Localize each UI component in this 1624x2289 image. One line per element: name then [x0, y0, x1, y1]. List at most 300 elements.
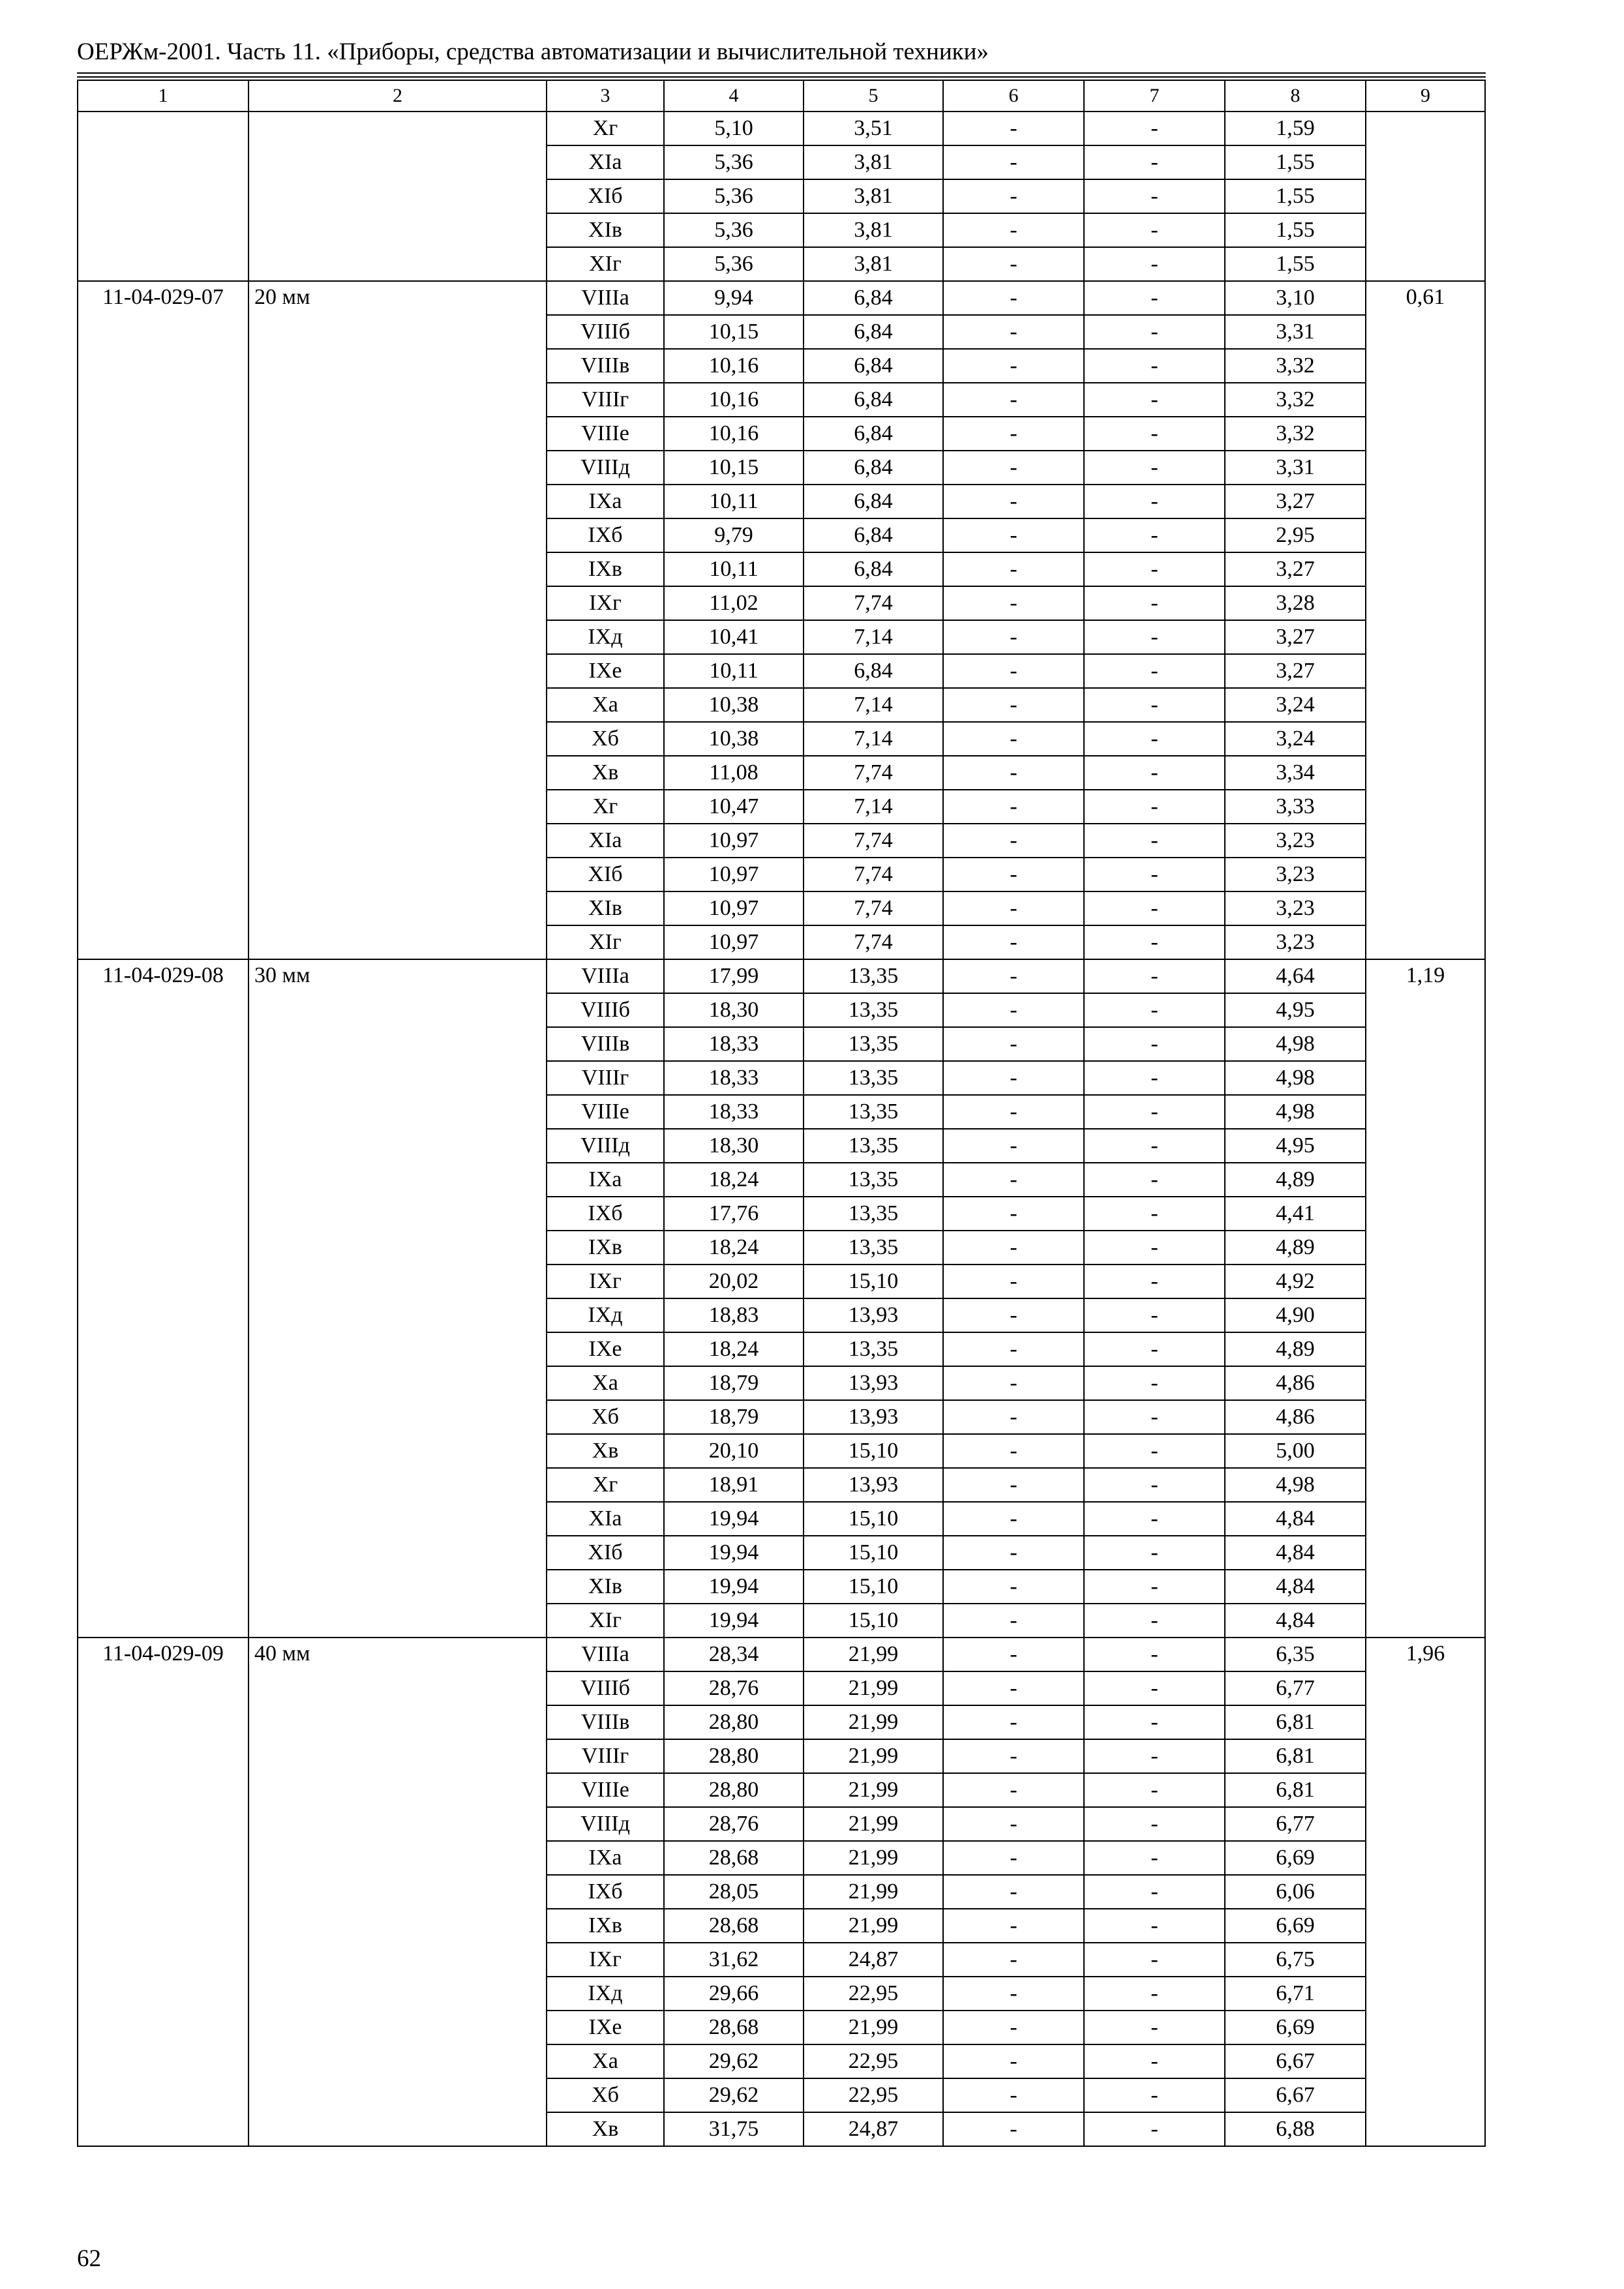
materials-cost-cell: 4,95 — [1225, 993, 1366, 1027]
materials-cost-cell: 4,64 — [1225, 959, 1366, 993]
wages-cell: 21,99 — [804, 1671, 943, 1705]
machine-cost-cell: - — [943, 925, 1084, 959]
wages-cell: 7,74 — [804, 891, 943, 925]
machinist-wages-cell: - — [1084, 620, 1225, 654]
wages-cell: 13,93 — [804, 1298, 943, 1332]
machine-cost-cell: - — [943, 1807, 1084, 1841]
materials-cost-cell: 3,31 — [1225, 451, 1366, 485]
machine-cost-cell: - — [943, 1027, 1084, 1061]
total-cost-cell: 31,62 — [664, 1943, 804, 1977]
region-class-cell: IХг — [547, 586, 664, 620]
total-cost-cell: 28,80 — [664, 1705, 804, 1739]
machinist-wages-cell: - — [1084, 518, 1225, 552]
wages-cell: 3,81 — [804, 145, 943, 179]
wages-cell: 7,74 — [804, 925, 943, 959]
machine-cost-cell: - — [943, 247, 1084, 281]
wages-cell: 13,93 — [804, 1366, 943, 1400]
wages-cell: 22,95 — [804, 2078, 943, 2112]
page-number: 62 — [77, 2245, 101, 2272]
rate-code: 11-04-029-07 — [78, 281, 248, 959]
machine-cost-cell: - — [943, 1231, 1084, 1264]
machine-cost-cell: - — [943, 315, 1084, 349]
machine-cost-cell: - — [943, 891, 1084, 925]
machinist-wages-cell: - — [1084, 1536, 1225, 1570]
materials-cost-cell: 4,90 — [1225, 1298, 1366, 1332]
region-class-cell: Хб — [547, 1400, 664, 1434]
materials-cost-cell: 4,84 — [1225, 1570, 1366, 1604]
machine-cost-cell: - — [943, 1129, 1084, 1163]
wages-cell: 13,35 — [804, 1027, 943, 1061]
region-class-cell: IХв — [547, 552, 664, 586]
table-row — [78, 959, 1485, 993]
wages-cell: 6,84 — [804, 281, 943, 315]
wages-cell: 6,84 — [804, 315, 943, 349]
machinist-wages-cell: - — [1084, 1095, 1225, 1129]
wages-cell: 7,14 — [804, 790, 943, 824]
wages-cell: 13,35 — [804, 1332, 943, 1366]
total-cost-cell: 28,80 — [664, 1739, 804, 1773]
machinist-wages-cell: - — [1084, 1298, 1225, 1332]
machinist-wages-cell: - — [1084, 1977, 1225, 2011]
region-class-cell: Хг — [547, 1468, 664, 1502]
machinist-wages-cell: - — [1084, 586, 1225, 620]
machinist-wages-cell: - — [1084, 1773, 1225, 1807]
labor-cost: 1,19 — [1366, 959, 1485, 1638]
machine-cost-cell: - — [943, 1434, 1084, 1468]
total-cost-cell: 10,41 — [664, 620, 804, 654]
machine-cost-cell: - — [943, 383, 1084, 417]
wages-cell: 15,10 — [804, 1264, 943, 1298]
machine-cost-cell: - — [943, 552, 1084, 586]
total-cost-cell: 19,94 — [664, 1604, 804, 1638]
machine-cost-cell: - — [943, 858, 1084, 891]
region-class-cell: Хб — [547, 2078, 664, 2112]
machinist-wages-cell: - — [1084, 1638, 1225, 1671]
machine-cost-cell: - — [943, 179, 1084, 213]
materials-cost-cell: 4,95 — [1225, 1129, 1366, 1163]
machinist-wages-cell: - — [1084, 2044, 1225, 2078]
rate-code — [78, 112, 248, 281]
total-cost-cell: 28,68 — [664, 2011, 804, 2044]
total-cost-cell: 29,62 — [664, 2078, 804, 2112]
materials-cost-cell: 4,89 — [1225, 1332, 1366, 1366]
wages-cell: 3,51 — [804, 112, 943, 145]
rate-code: 11-04-029-08 — [78, 959, 248, 1638]
total-cost-cell: 28,80 — [664, 1773, 804, 1807]
machine-cost-cell: - — [943, 1298, 1084, 1332]
machinist-wages-cell: - — [1084, 213, 1225, 247]
region-class-cell: ХIг — [547, 247, 664, 281]
materials-cost-cell: 5,00 — [1225, 1434, 1366, 1468]
machine-cost-cell: - — [943, 213, 1084, 247]
machine-cost-cell: - — [943, 349, 1084, 383]
total-cost-cell: 17,76 — [664, 1197, 804, 1231]
wages-cell: 21,99 — [804, 1739, 943, 1773]
machinist-wages-cell: - — [1084, 552, 1225, 586]
region-class-cell: VIIIв — [547, 349, 664, 383]
machine-cost-cell: - — [943, 620, 1084, 654]
total-cost-cell: 10,97 — [664, 891, 804, 925]
materials-cost-cell: 2,95 — [1225, 518, 1366, 552]
region-class-cell: Хг — [547, 112, 664, 145]
total-cost-cell: 10,47 — [664, 790, 804, 824]
total-cost-cell: 20,10 — [664, 1434, 804, 1468]
labor-cost: 1,96 — [1366, 1638, 1485, 2146]
region-class-cell: IХе — [547, 654, 664, 688]
total-cost-cell: 9,79 — [664, 518, 804, 552]
region-class-cell: IХд — [547, 1977, 664, 2011]
wages-cell: 6,84 — [804, 417, 943, 451]
total-cost-cell: 5,36 — [664, 145, 804, 179]
rates-table — [77, 80, 1486, 2147]
total-cost-cell: 18,33 — [664, 1061, 804, 1095]
wages-cell: 21,99 — [804, 1909, 943, 1943]
region-class-cell: VIIIд — [547, 1807, 664, 1841]
region-class-cell: ХIв — [547, 891, 664, 925]
machine-cost-cell: - — [943, 2044, 1084, 2078]
region-class-cell: Хв — [547, 756, 664, 790]
region-class-cell: Хг — [547, 790, 664, 824]
column-number: 2 — [248, 80, 547, 112]
materials-cost-cell: 3,34 — [1225, 756, 1366, 790]
machine-cost-cell: - — [943, 1095, 1084, 1129]
machine-cost-cell: - — [943, 451, 1084, 485]
machine-cost-cell: - — [943, 1163, 1084, 1197]
region-class-cell: IХа — [547, 485, 664, 518]
column-number: 5 — [804, 80, 943, 112]
region-class-cell: VIIIб — [547, 1671, 664, 1705]
table-row — [78, 112, 1485, 145]
wages-cell: 6,84 — [804, 654, 943, 688]
region-class-cell: IХа — [547, 1841, 664, 1875]
wages-cell: 13,35 — [804, 1231, 943, 1264]
document-title: ОЕРЖм-2001. Часть 11. «Приборы, средства автоматизации и вычислительной техники» — [77, 38, 989, 65]
machine-cost-cell: - — [943, 417, 1084, 451]
machine-cost-cell: - — [943, 824, 1084, 858]
materials-cost-cell: 1,59 — [1225, 112, 1366, 145]
machine-cost-cell: - — [943, 1841, 1084, 1875]
machinist-wages-cell: - — [1084, 824, 1225, 858]
region-class-cell: ХIб — [547, 179, 664, 213]
machinist-wages-cell: - — [1084, 383, 1225, 417]
wages-cell: 15,10 — [804, 1434, 943, 1468]
wages-cell: 6,84 — [804, 518, 943, 552]
machinist-wages-cell: - — [1084, 179, 1225, 213]
machinist-wages-cell: - — [1084, 349, 1225, 383]
total-cost-cell: 28,68 — [664, 1841, 804, 1875]
materials-cost-cell: 4,41 — [1225, 1197, 1366, 1231]
rate-name: 40 мм — [248, 1638, 547, 2146]
machinist-wages-cell: - — [1084, 1841, 1225, 1875]
wages-cell: 15,10 — [804, 1604, 943, 1638]
wages-cell: 21,99 — [804, 1638, 943, 1671]
wages-cell: 13,35 — [804, 1095, 943, 1129]
materials-cost-cell: 3,24 — [1225, 722, 1366, 756]
machine-cost-cell: - — [943, 2011, 1084, 2044]
materials-cost-cell: 3,23 — [1225, 925, 1366, 959]
materials-cost-cell: 3,24 — [1225, 688, 1366, 722]
labor-cost — [1366, 112, 1485, 281]
machinist-wages-cell: - — [1084, 1366, 1225, 1400]
wages-cell: 13,93 — [804, 1468, 943, 1502]
wages-cell: 13,35 — [804, 1061, 943, 1095]
wages-cell: 6,84 — [804, 552, 943, 586]
total-cost-cell: 10,11 — [664, 485, 804, 518]
machinist-wages-cell: - — [1084, 315, 1225, 349]
total-cost-cell: 10,38 — [664, 722, 804, 756]
region-class-cell: VIIIе — [547, 417, 664, 451]
materials-cost-cell: 6,35 — [1225, 1638, 1366, 1671]
machine-cost-cell: - — [943, 1909, 1084, 1943]
total-cost-cell: 10,97 — [664, 824, 804, 858]
materials-cost-cell: 4,89 — [1225, 1163, 1366, 1197]
materials-cost-cell: 4,98 — [1225, 1095, 1366, 1129]
materials-cost-cell: 6,75 — [1225, 1943, 1366, 1977]
machinist-wages-cell: - — [1084, 2011, 1225, 2044]
wages-cell: 24,87 — [804, 1943, 943, 1977]
machinist-wages-cell: - — [1084, 1570, 1225, 1604]
rate-code: 11-04-029-09 — [78, 1638, 248, 2146]
wages-cell: 21,99 — [804, 1807, 943, 1841]
materials-cost-cell: 4,98 — [1225, 1468, 1366, 1502]
total-cost-cell: 28,76 — [664, 1807, 804, 1841]
materials-cost-cell: 4,84 — [1225, 1604, 1366, 1638]
materials-cost-cell: 4,98 — [1225, 1027, 1366, 1061]
region-class-cell: VIIIв — [547, 1027, 664, 1061]
region-class-cell: VIIIе — [547, 1773, 664, 1807]
machine-cost-cell: - — [943, 1773, 1084, 1807]
wages-cell: 3,81 — [804, 213, 943, 247]
machinist-wages-cell: - — [1084, 1434, 1225, 1468]
machinist-wages-cell: - — [1084, 858, 1225, 891]
materials-cost-cell: 1,55 — [1225, 247, 1366, 281]
wages-cell: 3,81 — [804, 179, 943, 213]
machine-cost-cell: - — [943, 1671, 1084, 1705]
machine-cost-cell: - — [943, 1366, 1084, 1400]
total-cost-cell: 11,02 — [664, 586, 804, 620]
region-class-cell: ХIг — [547, 1604, 664, 1638]
machinist-wages-cell: - — [1084, 1502, 1225, 1536]
total-cost-cell: 10,11 — [664, 654, 804, 688]
wages-cell: 24,87 — [804, 2112, 943, 2146]
materials-cost-cell: 6,71 — [1225, 1977, 1366, 2011]
wages-cell: 21,99 — [804, 1705, 943, 1739]
wages-cell: 6,84 — [804, 349, 943, 383]
region-class-cell: VIIIд — [547, 1129, 664, 1163]
machine-cost-cell: - — [943, 1536, 1084, 1570]
column-number: 8 — [1225, 80, 1366, 112]
materials-cost-cell: 3,27 — [1225, 552, 1366, 586]
total-cost-cell: 10,97 — [664, 858, 804, 891]
total-cost-cell: 18,79 — [664, 1400, 804, 1434]
total-cost-cell: 5,36 — [664, 179, 804, 213]
wages-cell: 21,99 — [804, 1773, 943, 1807]
region-class-cell: ХIв — [547, 213, 664, 247]
materials-cost-cell: 3,27 — [1225, 620, 1366, 654]
machinist-wages-cell: - — [1084, 959, 1225, 993]
region-class-cell: VIIIа — [547, 1638, 664, 1671]
total-cost-cell: 20,02 — [664, 1264, 804, 1298]
machinist-wages-cell: - — [1084, 993, 1225, 1027]
machine-cost-cell: - — [943, 959, 1084, 993]
machinist-wages-cell: - — [1084, 1400, 1225, 1434]
materials-cost-cell: 1,55 — [1225, 213, 1366, 247]
machinist-wages-cell: - — [1084, 1231, 1225, 1264]
machinist-wages-cell: - — [1084, 451, 1225, 485]
column-number-row — [78, 80, 1485, 112]
materials-cost-cell: 6,69 — [1225, 2011, 1366, 2044]
materials-cost-cell: 6,81 — [1225, 1739, 1366, 1773]
materials-cost-cell: 3,10 — [1225, 281, 1366, 315]
machinist-wages-cell: - — [1084, 2078, 1225, 2112]
region-class-cell: IХб — [547, 1875, 664, 1909]
table-row — [78, 281, 1485, 315]
materials-cost-cell: 4,86 — [1225, 1366, 1366, 1400]
machine-cost-cell: - — [943, 586, 1084, 620]
machinist-wages-cell: - — [1084, 1604, 1225, 1638]
wages-cell: 7,74 — [804, 858, 943, 891]
machine-cost-cell: - — [943, 790, 1084, 824]
region-class-cell: ХIб — [547, 1536, 664, 1570]
wages-cell: 21,99 — [804, 2011, 943, 2044]
region-class-cell: ХIб — [547, 858, 664, 891]
total-cost-cell: 29,62 — [664, 2044, 804, 2078]
region-class-cell: IХа — [547, 1163, 664, 1197]
machine-cost-cell: - — [943, 1875, 1084, 1909]
machinist-wages-cell: - — [1084, 1671, 1225, 1705]
machine-cost-cell: - — [943, 485, 1084, 518]
materials-cost-cell: 4,98 — [1225, 1061, 1366, 1095]
machinist-wages-cell: - — [1084, 688, 1225, 722]
total-cost-cell: 10,15 — [664, 451, 804, 485]
total-cost-cell: 19,94 — [664, 1570, 804, 1604]
total-cost-cell: 18,24 — [664, 1231, 804, 1264]
total-cost-cell: 10,38 — [664, 688, 804, 722]
machine-cost-cell: - — [943, 281, 1084, 315]
wages-cell: 7,14 — [804, 722, 943, 756]
wages-cell: 7,74 — [804, 586, 943, 620]
rate-name: 30 мм — [248, 959, 547, 1638]
machine-cost-cell: - — [943, 1332, 1084, 1366]
region-class-cell: ХIг — [547, 925, 664, 959]
wages-cell: 15,10 — [804, 1502, 943, 1536]
materials-cost-cell: 3,32 — [1225, 383, 1366, 417]
machine-cost-cell: - — [943, 1502, 1084, 1536]
total-cost-cell: 28,05 — [664, 1875, 804, 1909]
wages-cell: 13,35 — [804, 1197, 943, 1231]
total-cost-cell: 10,11 — [664, 552, 804, 586]
header-rule-top — [77, 72, 1486, 74]
region-class-cell: VIIIв — [547, 1705, 664, 1739]
wages-cell: 13,35 — [804, 1163, 943, 1197]
total-cost-cell: 10,16 — [664, 349, 804, 383]
machinist-wages-cell: - — [1084, 1197, 1225, 1231]
wages-cell: 7,74 — [804, 756, 943, 790]
total-cost-cell: 17,99 — [664, 959, 804, 993]
materials-cost-cell: 3,23 — [1225, 891, 1366, 925]
machinist-wages-cell: - — [1084, 2112, 1225, 2146]
total-cost-cell: 31,75 — [664, 2112, 804, 2146]
total-cost-cell: 11,08 — [664, 756, 804, 790]
machinist-wages-cell: - — [1084, 1163, 1225, 1197]
region-class-cell: IХг — [547, 1943, 664, 1977]
column-number: 7 — [1084, 80, 1225, 112]
wages-cell: 15,10 — [804, 1536, 943, 1570]
region-class-cell: VIIIе — [547, 1095, 664, 1129]
materials-cost-cell: 4,84 — [1225, 1536, 1366, 1570]
wages-cell: 21,99 — [804, 1875, 943, 1909]
machinist-wages-cell: - — [1084, 112, 1225, 145]
rate-name: 20 мм — [248, 281, 547, 959]
region-class-cell: IХб — [547, 1197, 664, 1231]
materials-cost-cell: 3,28 — [1225, 586, 1366, 620]
materials-cost-cell: 4,89 — [1225, 1231, 1366, 1264]
table-body — [78, 112, 1485, 2146]
total-cost-cell: 28,34 — [664, 1638, 804, 1671]
materials-cost-cell: 3,32 — [1225, 417, 1366, 451]
wages-cell: 6,84 — [804, 451, 943, 485]
wages-cell: 7,14 — [804, 620, 943, 654]
machine-cost-cell: - — [943, 688, 1084, 722]
machinist-wages-cell: - — [1084, 417, 1225, 451]
materials-cost-cell: 3,32 — [1225, 349, 1366, 383]
wages-cell: 13,35 — [804, 959, 943, 993]
machine-cost-cell: - — [943, 1264, 1084, 1298]
wages-cell: 6,84 — [804, 383, 943, 417]
machine-cost-cell: - — [943, 1197, 1084, 1231]
region-class-cell: VIIIб — [547, 993, 664, 1027]
machinist-wages-cell: - — [1084, 247, 1225, 281]
table-row — [78, 1638, 1485, 1671]
machinist-wages-cell: - — [1084, 756, 1225, 790]
column-number: 9 — [1366, 80, 1485, 112]
labor-cost: 0,61 — [1366, 281, 1485, 959]
total-cost-cell: 10,16 — [664, 383, 804, 417]
region-class-cell: IХв — [547, 1231, 664, 1264]
machine-cost-cell: - — [943, 756, 1084, 790]
region-class-cell: IХе — [547, 1332, 664, 1366]
machinist-wages-cell: - — [1084, 1027, 1225, 1061]
total-cost-cell: 19,94 — [664, 1502, 804, 1536]
region-class-cell: Ха — [547, 2044, 664, 2078]
machine-cost-cell: - — [943, 112, 1084, 145]
machinist-wages-cell: - — [1084, 722, 1225, 756]
machinist-wages-cell: - — [1084, 1468, 1225, 1502]
materials-cost-cell: 6,67 — [1225, 2078, 1366, 2112]
total-cost-cell: 10,16 — [664, 417, 804, 451]
materials-cost-cell: 3,23 — [1225, 824, 1366, 858]
materials-cost-cell: 6,77 — [1225, 1807, 1366, 1841]
machine-cost-cell: - — [943, 1638, 1084, 1671]
column-number: 3 — [547, 80, 664, 112]
wages-cell: 13,35 — [804, 1129, 943, 1163]
rate-name — [248, 112, 547, 281]
region-class-cell: VIIIа — [547, 959, 664, 993]
machinist-wages-cell: - — [1084, 1875, 1225, 1909]
materials-cost-cell: 4,84 — [1225, 1502, 1366, 1536]
total-cost-cell: 18,79 — [664, 1366, 804, 1400]
machine-cost-cell: - — [943, 1604, 1084, 1638]
header-rule-bottom — [77, 76, 1486, 78]
wages-cell: 13,35 — [804, 993, 943, 1027]
machine-cost-cell: - — [943, 1570, 1084, 1604]
region-class-cell: Хв — [547, 2112, 664, 2146]
region-class-cell: VIIIг — [547, 383, 664, 417]
machine-cost-cell: - — [943, 1468, 1084, 1502]
machine-cost-cell: - — [943, 1705, 1084, 1739]
total-cost-cell: 18,83 — [664, 1298, 804, 1332]
total-cost-cell: 18,30 — [664, 993, 804, 1027]
